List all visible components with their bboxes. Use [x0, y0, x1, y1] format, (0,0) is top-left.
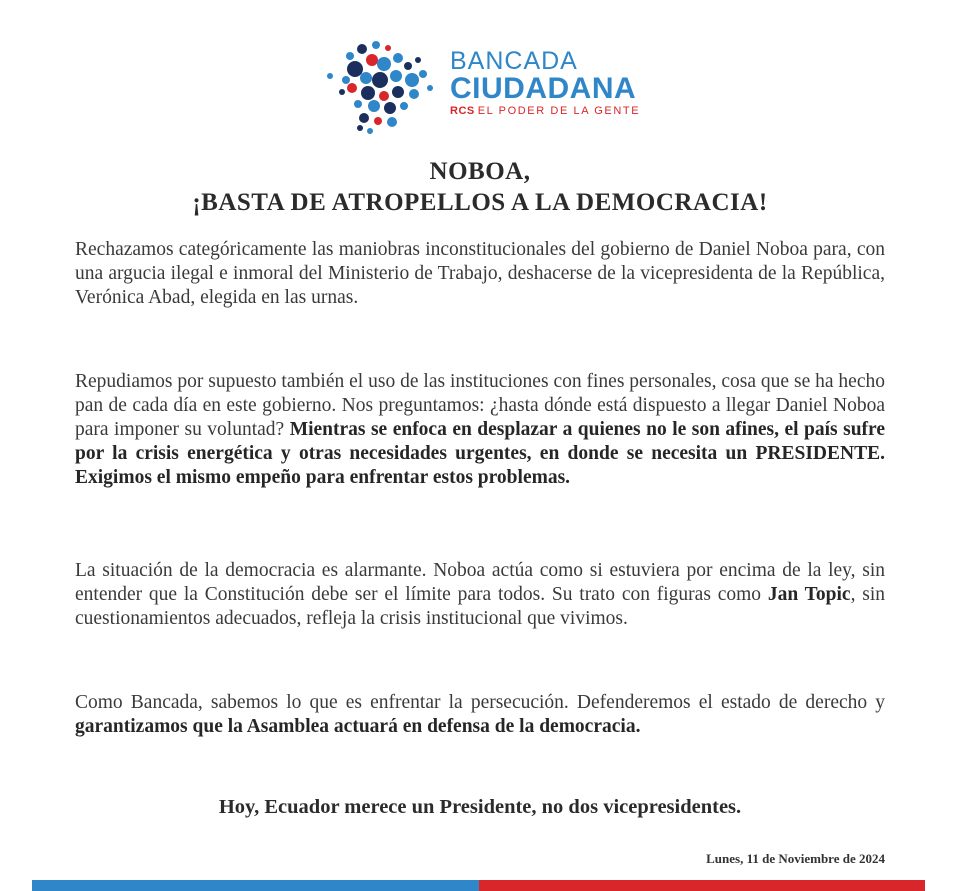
logo-dot: [347, 61, 363, 77]
logo-dot: [405, 73, 419, 87]
logo-wordmark: [450, 48, 640, 118]
logo-dot: [360, 72, 372, 84]
logo-dot: [374, 117, 382, 125]
paragraph-2: [75, 370, 885, 490]
paragraph-2-text: Repudiamos por supuesto también el uso de las instituciones con fines personales, cosa que se ha hecho pan de cada día en este gobierno. Nos preguntamos: ¿hasta dónde está dispuesto a llegar Daniel Noboa para imponer su voluntad?: [75, 371, 885, 440]
logo-dot: [342, 76, 350, 84]
closing-statement: Hoy, Ecuador merece un Presidente, no dos vicepresidentes.: [218, 796, 742, 818]
paragraph-3-text-a: La situación de la democracia es alarmante. Noboa actúa como si estuviera por encima de la ley, sin entender que la Constitución debe ser el límite para todos. Su trato con figuras como: [75, 560, 885, 605]
logo-tag-text: EL PODER DE LA GENTE: [477, 105, 641, 117]
logo-dot: [379, 91, 389, 101]
logo-dot: [367, 128, 373, 134]
page-title: [60, 156, 900, 218]
date-line: Lunes, 11 de Noviembre de 2024: [706, 851, 885, 866]
title-line-2: ¡BASTA DE ATROPELLOS A LA DEMOCRACIA!: [192, 189, 768, 216]
paragraph-3: [75, 559, 885, 631]
logo-dot: [359, 113, 369, 123]
logo-dot: [366, 54, 378, 66]
logo-dot: [372, 41, 380, 49]
logo-dot: [385, 45, 391, 51]
logo-tagline: [450, 104, 640, 118]
logo-dot: [393, 53, 403, 63]
footer-bar-red: [479, 880, 925, 891]
logo-line-ciudadana: CIUDADANA: [450, 72, 637, 105]
logo-dot: [404, 62, 412, 70]
logo-dot: [368, 100, 380, 112]
logo-dot: [327, 73, 333, 79]
paragraph-1: [75, 238, 885, 310]
logo-dot: [384, 102, 396, 114]
logo-dot: [357, 125, 363, 131]
paragraph-2-bold: Mientras se enfoca en desplazar a quienes no le son afines, el país sufre por la crisis energética y otras necesidades urgentes, en donde se necesita un PRESIDENTE. Exigimos el mismo empeño para enfrentar estos problemas.: [75, 419, 886, 488]
bancada-ciudadana-logo: [322, 36, 662, 136]
title-line-1: NOBOA,: [429, 158, 531, 185]
logo-tag-rcs: RCS: [450, 105, 475, 117]
logo-line-bancada: BANCADA: [450, 47, 578, 75]
paragraph-4: [75, 691, 885, 739]
logo-dot: [427, 85, 433, 91]
footer-bar-blue: [32, 880, 479, 891]
logo-dot: [387, 117, 397, 127]
paragraph-1-text: Rechazamos categóricamente las maniobras inconstitucionales del gobierno de Daniel Noboa para, con una argucia ilegal e inmoral del Ministerio de Trabajo, deshacerse de la vicepresidenta de la República, Verónica Abad, elegida en las urnas.: [75, 239, 885, 308]
logo-dot: [415, 57, 421, 63]
logo-dot: [390, 70, 402, 82]
paragraph-3-text-b: , sin cuestionamientos adecuados, refleja la crisis institucional que vivimos.: [75, 584, 885, 629]
logo-dot: [346, 52, 354, 60]
logo-dots-icon: [322, 36, 442, 136]
logo-dot: [400, 102, 408, 110]
logo-dot: [347, 83, 357, 93]
logo-dot: [354, 100, 362, 108]
logo-dot: [377, 57, 391, 71]
paragraph-3-bold: Jan Topic: [767, 584, 851, 605]
paragraph-4-text: Como Bancada, sabemos lo que es enfrentar la persecución. Defenderemos el estado de derecho y: [75, 692, 885, 713]
logo-dot: [419, 70, 427, 78]
logo-dot: [409, 89, 419, 99]
logo-dot: [361, 86, 375, 100]
paragraph-4-bold: garantizamos que la Asamblea actuará en defensa de la democracia.: [75, 716, 641, 737]
logo-dot: [339, 89, 345, 95]
logo-dot: [372, 72, 388, 88]
logo-dot: [357, 44, 367, 54]
logo-dot: [392, 86, 404, 98]
